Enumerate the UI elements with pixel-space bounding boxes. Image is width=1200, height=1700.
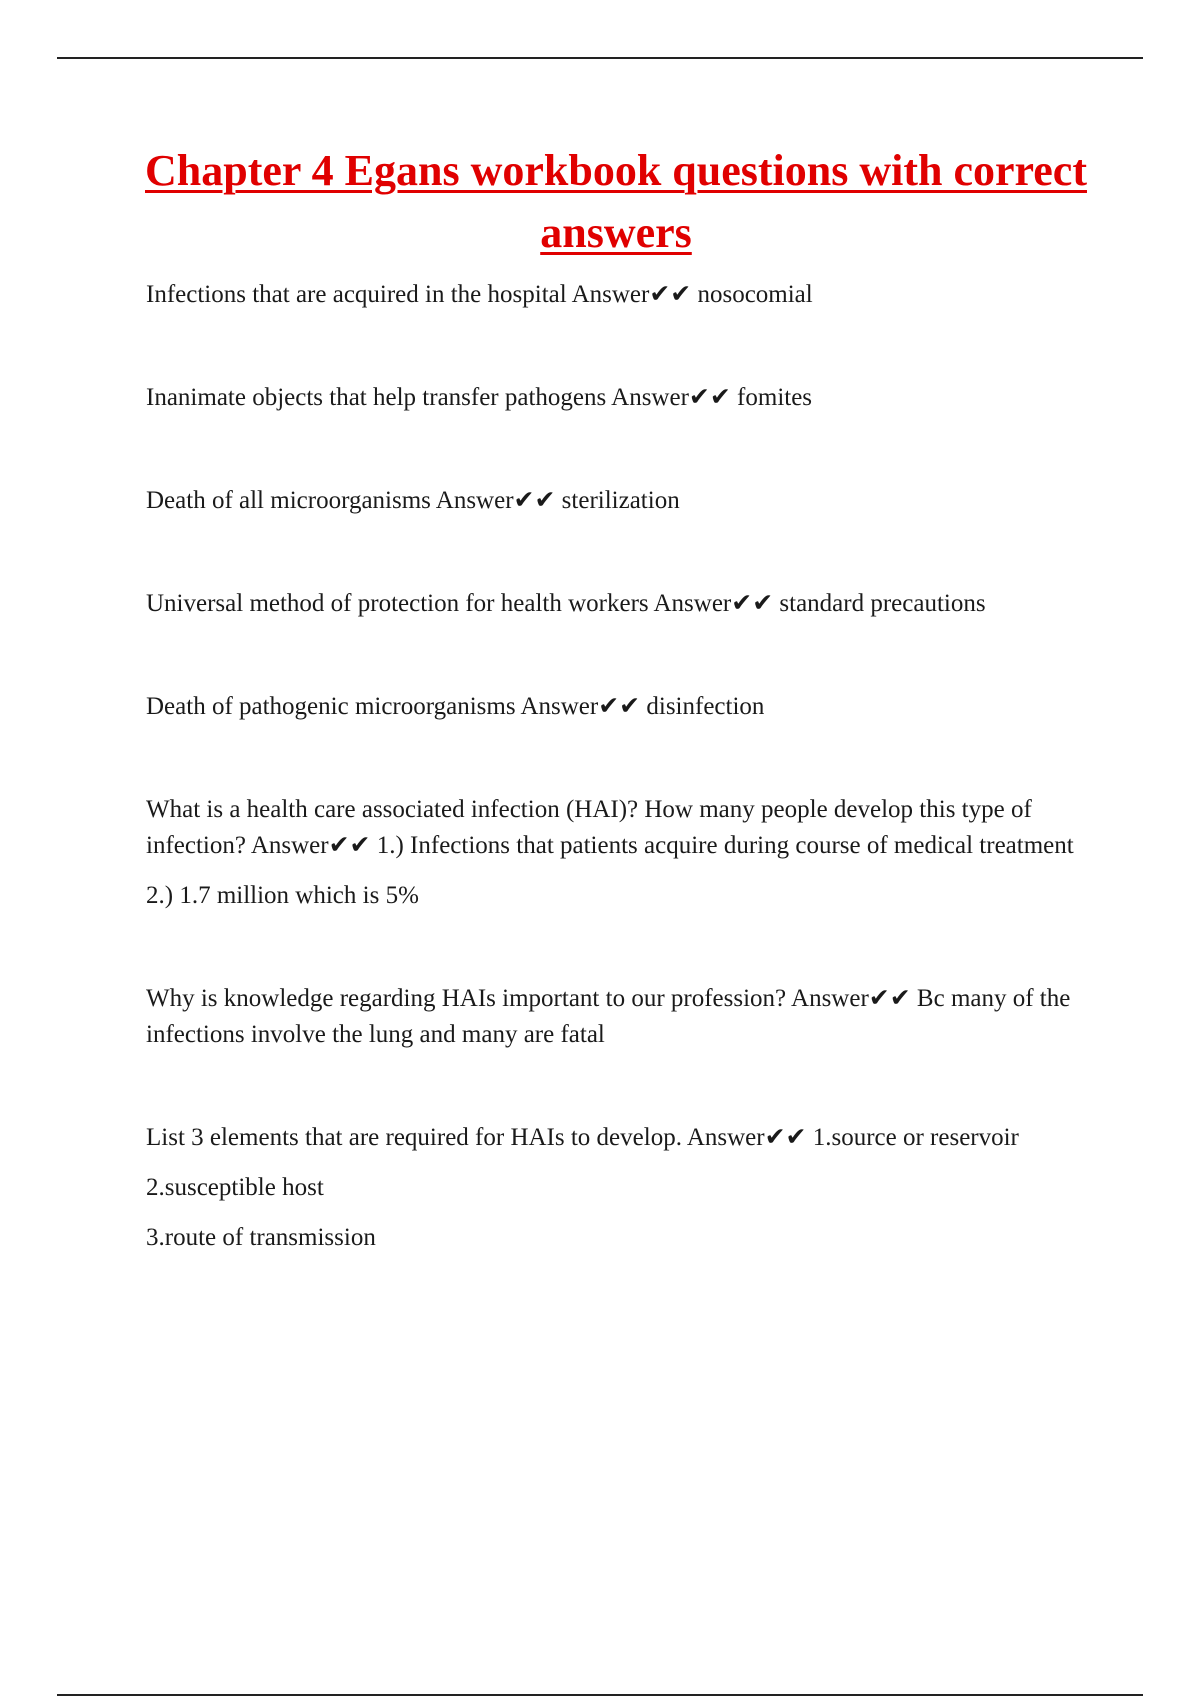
- qa-item: [146, 483, 1086, 519]
- answer-text: sterilization: [561, 487, 680, 514]
- answer-text: fomites: [737, 384, 813, 411]
- qa-line: [146, 586, 1086, 622]
- answer-text: 1.source or reservoir: [812, 1124, 1019, 1151]
- question-text: Why is knowledge regarding HAIs important to our profession?: [146, 985, 787, 1012]
- qa-line: [146, 483, 1086, 519]
- bottom-rule: [57, 1694, 1143, 1696]
- question-text: Death of pathogenic microorganisms: [146, 693, 516, 720]
- answer-text: standard precautions: [779, 590, 986, 617]
- question-text: Infections that are acquired in the hospital: [146, 281, 567, 308]
- qa-line: [146, 1120, 1086, 1156]
- qa-item: [146, 981, 1086, 1053]
- question-text: What is a health care associated infection (HAI)? How many people develop this type of infection?: [146, 796, 1032, 859]
- qa-item: [146, 689, 1086, 725]
- question-text: Death of all microorganisms: [146, 487, 431, 514]
- qa-item: [146, 1120, 1086, 1256]
- answer-text: Bc many of the infections involve the lung and many are fatal: [146, 985, 1071, 1048]
- answer-text: nosocomial: [697, 281, 813, 308]
- question-text: List 3 elements that are required for HAIs to develop.: [146, 1124, 682, 1151]
- answer-marker: Answer✔✔: [686, 1124, 807, 1151]
- document-title: Chapter 4 Egans workbook questions with correct answers: [145, 146, 1087, 257]
- question-text: Universal method of protection for health workers: [146, 590, 649, 617]
- answer-marker: Answer✔✔: [611, 384, 731, 411]
- answer-text: 1.) Infections that patients acquire during course of medical treatment: [376, 832, 1074, 859]
- qa-continuation: 2.susceptible host: [146, 1174, 324, 1201]
- qa-continuation: 2.) 1.7 million which is 5%: [146, 882, 419, 909]
- qa-item: [146, 380, 1086, 416]
- qa-list: [146, 277, 1086, 1323]
- answer-marker: Answer✔✔: [791, 985, 911, 1012]
- qa-line: [146, 380, 1086, 416]
- qa-line: [146, 981, 1086, 1053]
- qa-item: [146, 277, 1086, 313]
- top-rule: [57, 57, 1143, 59]
- question-text: Inanimate objects that help transfer pathogens: [146, 384, 607, 411]
- answer-marker: Answer✔✔: [571, 281, 692, 308]
- qa-line: [146, 792, 1086, 864]
- answer-marker: Answer✔✔: [250, 832, 371, 859]
- qa-item: [146, 792, 1086, 914]
- answer-marker: Answer✔✔: [520, 693, 641, 720]
- qa-item: [146, 586, 1086, 622]
- qa-line: [146, 689, 1086, 725]
- answer-marker: Answer✔✔: [653, 590, 774, 617]
- answer-marker: Answer✔✔: [435, 487, 556, 514]
- answer-text: disinfection: [646, 693, 765, 720]
- qa-line: [146, 277, 1086, 313]
- qa-continuation: 3.route of transmission: [146, 1224, 376, 1251]
